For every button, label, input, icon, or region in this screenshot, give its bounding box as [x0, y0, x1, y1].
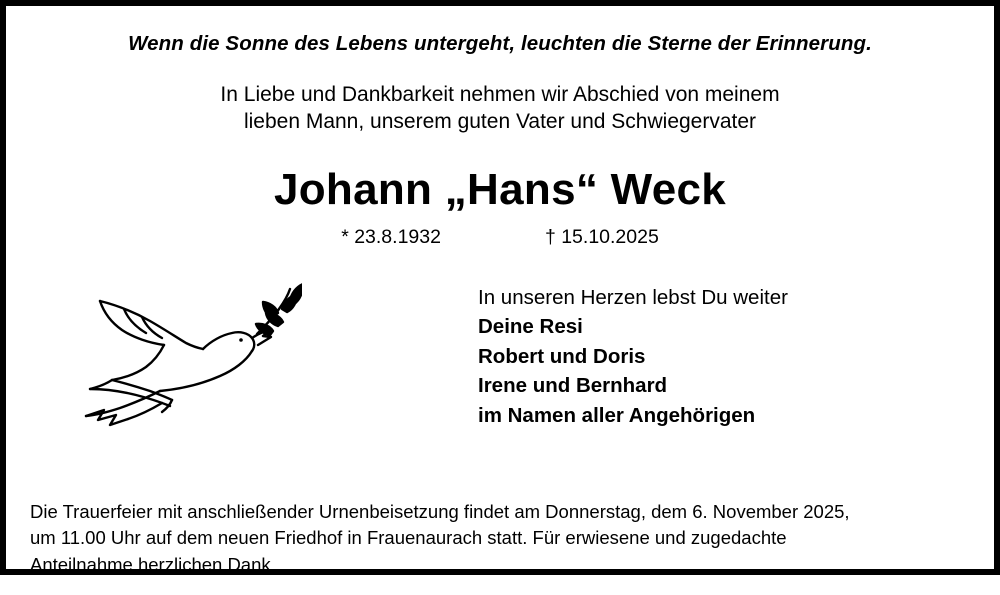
birth-date: * 23.8.1932 — [341, 225, 441, 248]
footer-line-3: Anteilnahme herzlichen Dank. — [30, 554, 276, 576]
mourners-block — [478, 283, 788, 431]
death-date: † 15.10.2025 — [544, 225, 659, 248]
verse-text: Wenn die Sonne des Lebens untergeht, leuchten die Sterne der Erinnerung. — [128, 32, 872, 55]
footer-line-1: Die Trauerfeier mit anschließender Urnenbeisetzung findet am Donnerstag, dem 6. November 2025, — [30, 500, 850, 522]
life-dates — [6, 226, 994, 249]
deceased-name: Johann „Hans“ Weck — [273, 164, 727, 214]
mourner-2: Robert und Doris — [478, 344, 646, 368]
funeral-details — [30, 499, 970, 579]
footer-line-2: um 11.00 Uhr auf dem neuen Friedhof in Frauenaurach statt. Für erwiesene und zugedachte — [30, 527, 787, 549]
mourner-1: Deine Resi — [478, 315, 583, 339]
notice-inner — [6, 32, 994, 595]
intro-line-2: lieben Mann, unserem guten Vater und Schwiegervater — [243, 110, 757, 134]
intro-line-1: In Liebe und Dankbarkeit nehmen wir Abschied von meinem — [220, 83, 780, 106]
intro-text — [6, 81, 994, 136]
mourner-3: Irene und Bernhard — [478, 374, 668, 398]
body-area — [6, 279, 994, 454]
dedication-text: In unseren Herzen lebst Du weiter — [478, 285, 788, 309]
dove-icon — [42, 279, 302, 439]
mourner-4: im Namen aller Angehörigen — [478, 403, 756, 427]
